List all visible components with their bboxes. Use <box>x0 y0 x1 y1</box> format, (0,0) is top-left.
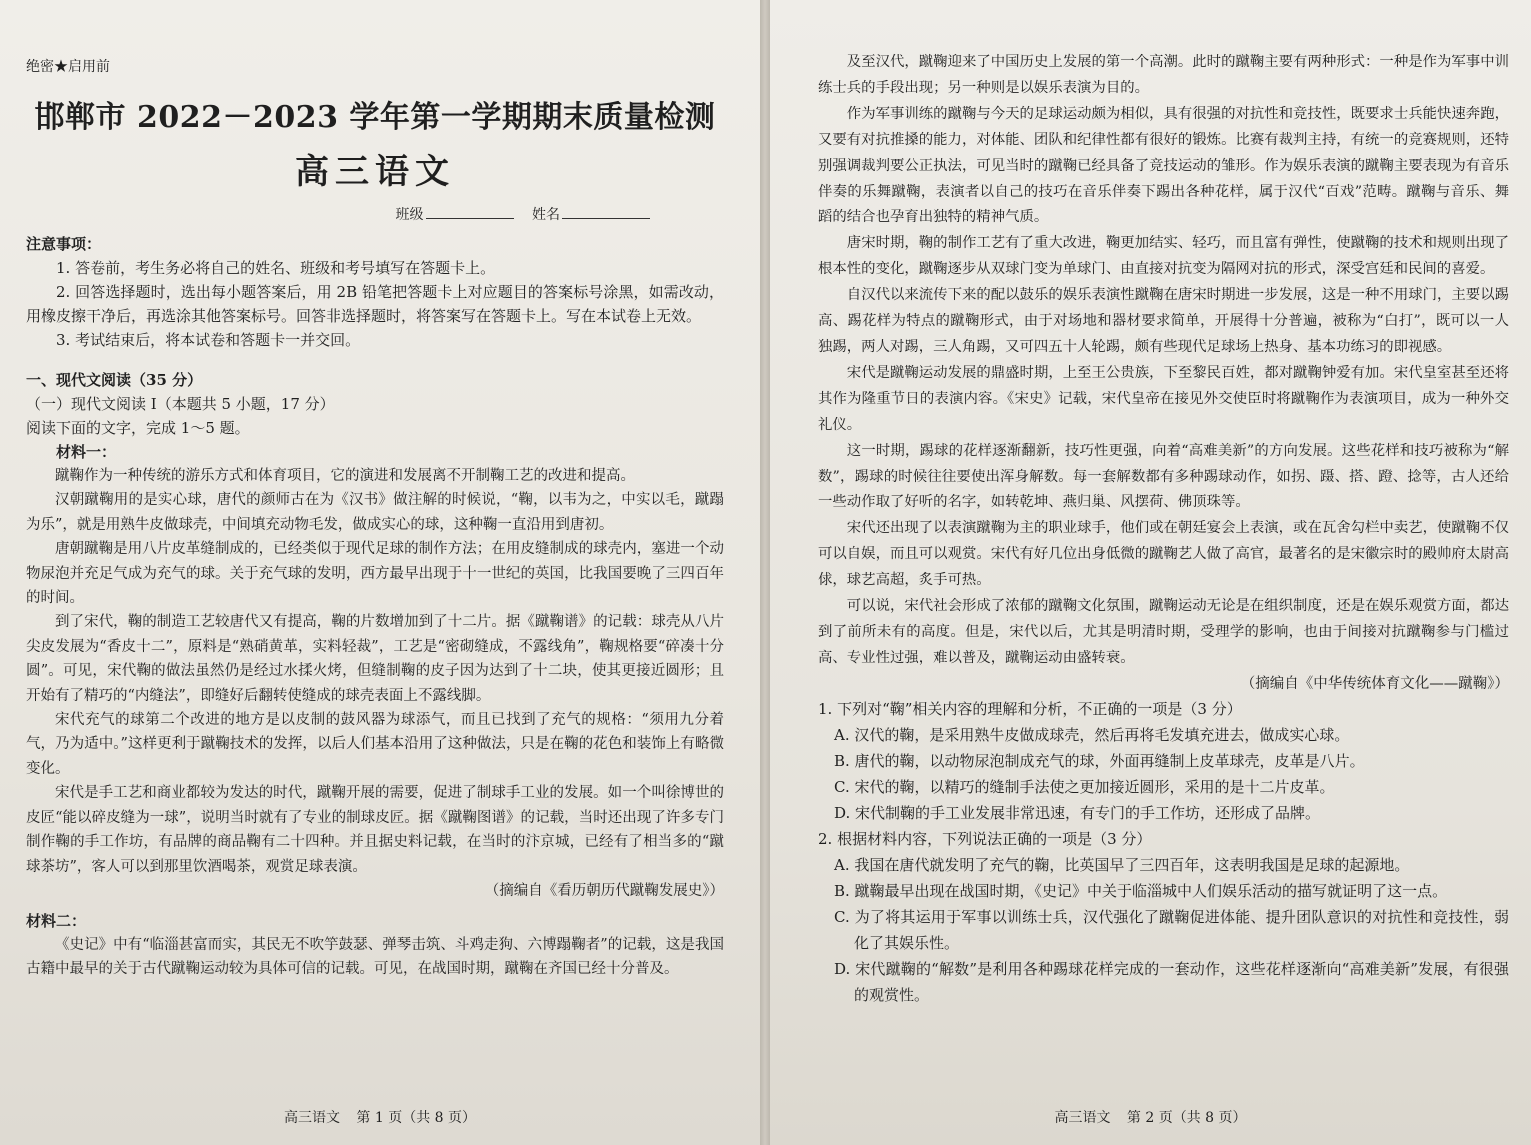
class-blank <box>426 204 514 219</box>
material-2-source: （摘编自《中华传统体育文化——蹴鞠》） <box>1240 675 1509 692</box>
notice-heading: 注意事项： <box>26 235 102 253</box>
material-2-paragraph: 唐宋时期，鞠的制作工艺有了重大改进，鞠更加结实、轻巧，而且富有弹性，使蹴鞠的技术和规则出现了根本性的变化，蹴鞠逐步从双球门变为单球门、由直接对抗变为隔网对抗的形式，深受宫廷和民间的喜爱。 <box>818 235 1509 278</box>
page-gutter <box>760 0 770 1145</box>
footer-subject: 高三语文 <box>283 1110 340 1126</box>
footer-page-number: 第 1 页（共 8 页） <box>356 1110 477 1126</box>
page-1-footer <box>0 1107 760 1127</box>
exam-title: 邯郸市 2022－2023 学年第一学期期末质量检测 <box>34 100 716 135</box>
notice-item: 1. 答卷前，考生务必将自己的姓名、班级和考号填写在答题卡上。 <box>56 259 496 277</box>
section-heading: 一、现代文阅读（35 分） <box>26 371 203 389</box>
material-1-paragraph: 汉朝蹴鞠用的是实心球，唐代的颜师古在为《汉书》做注解的时候说，“鞠，以韦为之，中实以毛，蹴蹋为乐”，就是用熟牛皮做球壳，中间填充动物毛发，做成实心的球，这种鞠一直沿用到唐初。 <box>26 492 724 533</box>
notice-item: 2. 回答选择题时，选出每小题答案后，用 2B 铅笔把答题卡上对应题目的答案标号涂黑，如需改动，用橡皮擦干净后，再选涂其他答案标号。回答非选择题时，将答案写在答题卡上。写在本试卷上无效。 <box>26 283 724 325</box>
material-1-paragraph: 宋代充气的球第二个改进的地方是以皮制的鼓风器为球添气，而且已找到了充气的规格：“须用九分着气，乃为适中。”这样更利于蹴鞠技术的发挥，以后人们基本沿用了这种做法，只是在鞠的花色和装饰上有略微变化。 <box>26 712 724 777</box>
reading-instruction: 阅读下面的文字，完成 1～5 题。 <box>26 419 250 437</box>
footer-page-number: 第 2 页（共 8 页） <box>1126 1110 1247 1126</box>
material-1-heading: 材料一： <box>56 443 117 461</box>
student-info-row <box>26 204 664 226</box>
subsection-heading: （一）现代文阅读 Ⅰ（本题共 5 小题，17 分） <box>26 395 335 413</box>
material-2-paragraph: 《史记》中有“临淄甚富而实，其民无不吹竽鼓瑟、弹琴击筑、斗鸡走狗、六博蹋鞠者”的记载，这是我国古籍中最早的关于古代蹴鞠运动较为具体可信的记载。可见，在战国时期，蹴鞠在齐国已经十分普及。 <box>26 936 724 978</box>
question-2 <box>818 826 1509 1008</box>
footer-subject: 高三语文 <box>1054 1110 1111 1126</box>
material-2-paragraph: 宋代还出现了以表演蹴鞠为主的职业球手，他们或在朝廷宴会上表演，或在瓦舍勾栏中卖艺，使蹴鞠不仅可以自娱，而且可以观赏。宋代有好几位出身低微的蹴鞠艺人做了高官，最著名的是宋徽宗时的殿帅府太尉高俅，球艺高超，炙手可热。 <box>818 520 1509 589</box>
question-1 <box>818 696 1509 826</box>
material-2-heading: 材料二： <box>26 911 87 930</box>
material-2-paragraph: 可以说，宋代社会形成了浓郁的蹴鞠文化氛围，蹴鞠运动无论是在组织制度，还是在娱乐观赏方面，都达到了前所未有的高度。但是，宋代以后，尤其是明清时期，受理学的影响，也由于间接对抗蹴鞠参与门槛过高、专业性过强，难以普及，蹴鞠运动由盛转衰。 <box>818 598 1509 666</box>
answer-option: A. 我国在唐代就发明了充气的鞠，比英国早了三四百年，这表明我国是足球的起源地。 <box>834 855 1410 874</box>
material-1-paragraph: 唐朝蹴鞠是用八片皮革缝制成的，已经类似于现代足球的制作方法；在用皮缝制成的球壳内，塞进一个动物尿泡并充足气成为充气的球。关于充气球的发明，西方最早出现于十一世纪的英国，比我国要晚了三四百年的时间。 <box>26 541 724 607</box>
page-2-footer <box>770 1107 1531 1127</box>
question-stem: 1. 下列对“鞠”相关内容的理解和分析，不正确的一项是（3 分） <box>818 699 1242 718</box>
confidential-mark: 绝密★启用前 <box>26 59 110 75</box>
material-1-paragraph: 宋代是手工艺和商业都较为发达的时代，蹴鞠开展的需要，促进了制球手工业的发展。如一个叫徐博世的皮匠“能以碎皮缝为一球”，说明当时就有了专业的制球皮匠。据《蹴鞠图谱》的记载，当时还出现了许多专门制作鞠的手工作坊，有品牌的商品鞠有二十四种。并且据史料记载，在当时的汴京城，已经有了相当多的“蹴球茶坊”，客人可以到那里饮酒喝茶，观赏足球表演。 <box>26 785 724 875</box>
answer-option: B. 蹴鞠最早出现在战国时期，《史记》中关于临淄城中人们娱乐活动的描写就证明了这一点。 <box>834 881 1448 900</box>
notice-item: 3. 考试结束后，将本试卷和答题卡一并交回。 <box>56 331 361 349</box>
question-stem: 2. 根据材料内容，下列说法正确的一项是（3 分） <box>818 829 1152 848</box>
answer-option: A. 汉代的鞠，是采用熟牛皮做成球壳，然后再将毛发填充进去，做成实心球。 <box>834 725 1350 744</box>
page-2 <box>770 0 1531 1145</box>
exam-subject: 高三语文 <box>295 152 455 192</box>
answer-option: D. 宋代蹴鞠的“解数”是利用各种踢球花样完成的一套动作，这些花样逐渐向“高难美新”发展，有很强的观赏性。 <box>834 959 1509 1004</box>
material-2-paragraph: 自汉代以来流传下来的配以鼓乐的娱乐表演性蹴鞠在唐宋时期进一步发展，这是一种不用球门，主要以踢高、踢花样为特点的蹴鞠形式，由于对场地和器材要求简单，开展得十分普遍，被称为“白打”，既可以一人独踢，两人对踢，三人角踢，又可四五十人轮踢，颇有些现代足球场上热身、基本功练习的即视感。 <box>818 287 1509 355</box>
material-2-paragraph: 作为军事训练的蹴鞠与今天的足球运动颇为相似，具有很强的对抗性和竞技性，既要求士兵能快速奔跑，又要有对抗推搡的能力，对体能、团队和纪律性都有很好的锻炼。比赛有裁判主持，有统一的竞赛规则，还特别强调裁判要公正执法，可见当时的蹴鞠已经具备了竞技运动的雏形。作为娱乐表演的蹴鞠主要表现为有音乐伴奏的乐舞蹴鞠，表演者以自己的技巧在音乐伴奏下踢出各种花样，属于汉代“百戏”范畴。蹴鞠与音乐、舞蹈的结合也孕育出独特的精神气质。 <box>818 105 1509 226</box>
answer-option: C. 宋代的鞠，以精巧的缝制手法使之更加接近圆形，采用的是十二片皮革。 <box>834 777 1335 796</box>
material-1-paragraph: 到了宋代，鞠的制造工艺较唐代又有提高，鞠的片数增加到了十二片。据《蹴鞠谱》的记载：球壳从八片尖皮发展为“香皮十二”，原料是“熟硝黄革，实料轻裁”，工艺是“密砌缝成，不露线角”，鞠规格要“碎凑十分圆”。可见，宋代鞠的做法虽然仍是经过水揉火烤，但缝制鞠的皮子因为达到了十二块，使其更接近圆形；且开始有了精巧的“内缝法”，即缝好后翻转使缝成的球壳表面上不露线脚。 <box>26 614 724 704</box>
name-label: 姓名 <box>532 207 560 223</box>
name-blank <box>562 204 650 219</box>
material-2-paragraph: 及至汉代，蹴鞠迎来了中国历史上发展的第一个高潮。此时的蹴鞠主要有两种形式：一种是作为军事中训练士兵的手段出现；另一种则是以娱乐表演为目的。 <box>818 54 1509 96</box>
material-1-source: （摘编自《看历朝历代蹴鞠发展史》） <box>484 882 724 899</box>
class-label: 班级 <box>395 207 424 223</box>
material-2-paragraph: 宋代是蹴鞠运动发展的鼎盛时期，上至王公贵族，下至黎民百姓，都对蹴鞠钟爱有加。宋代皇室甚至还将其作为隆重节日的表演内容。《宋史》记载，宋代皇帝在接见外交使臣时将蹴鞠作为表演项目，成为一种外交礼仪。 <box>818 364 1509 433</box>
page-1 <box>0 0 760 1145</box>
material-2-paragraph: 这一时期，踢球的花样逐渐翻新，技巧性更强，向着“高难美新”的方向发展。这些花样和技巧被称为“解数”，踢球的时候往往要使出浑身解数。每一套解数都有多种踢球动作，如拐、蹑、搭、蹬、捻等，古人还给一些动作取了好听的名字，如转乾坤、燕归巢、风摆荷、佛顶珠等。 <box>818 442 1509 511</box>
material-1-paragraph: 蹴鞠作为一种传统的游乐方式和体育项目，它的演进和发展离不开制鞠工艺的改进和提高。 <box>55 468 635 484</box>
answer-option: D. 宋代制鞠的手工业发展非常迅速，有专门的手工作坊，还形成了品牌。 <box>834 803 1321 822</box>
answer-option: B. 唐代的鞠，以动物尿泡制成充气的球，外面再缝制上皮革球壳，皮革是八片。 <box>834 751 1365 770</box>
answer-option: C. 为了将其运用于军事以训练士兵，汉代强化了蹴鞠促进体能、提升团队意识的对抗性和竞技性，弱化了其娱乐性。 <box>834 907 1509 952</box>
